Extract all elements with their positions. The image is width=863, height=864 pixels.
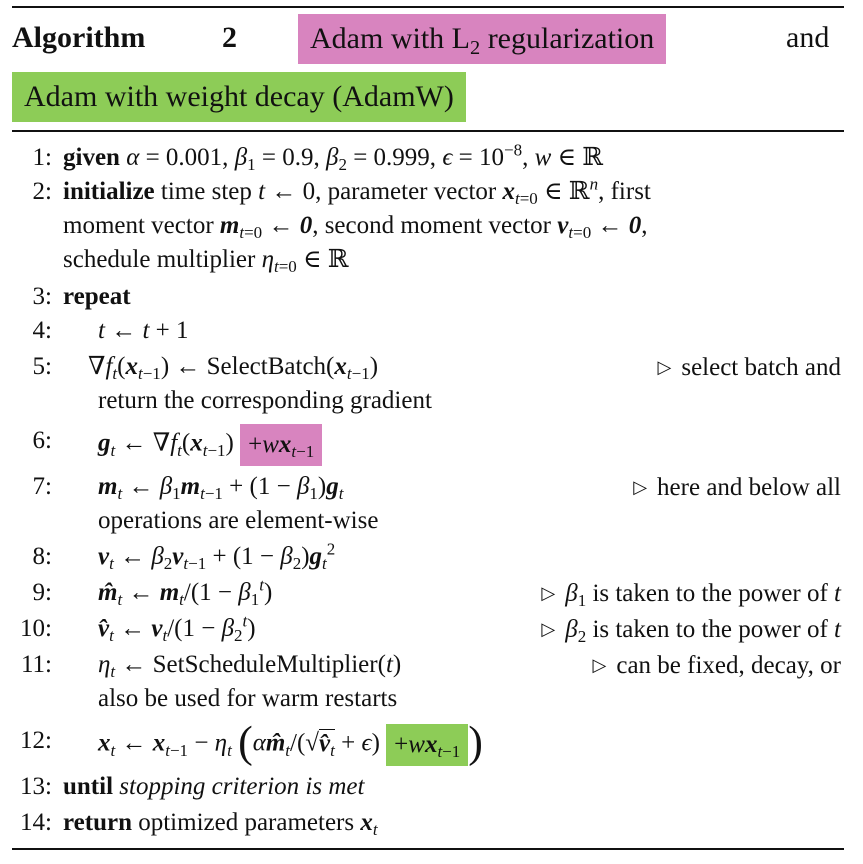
bottom-rule (12, 848, 844, 850)
top-rule (12, 6, 844, 8)
header-rule (12, 130, 844, 132)
green-weight-term: $+wx_{t-1}$ (386, 724, 468, 766)
pink-title: Adam with $L_2$ regularization (298, 14, 666, 64)
and-word: and (786, 21, 830, 54)
green-title: Adam with weight decay (AdamW) (12, 72, 466, 122)
algorithm-number: 2 (222, 21, 237, 54)
algorithm-label: Algorithm (12, 21, 146, 54)
pink-weight-term: $+wx_{t-1}$ (240, 424, 322, 466)
